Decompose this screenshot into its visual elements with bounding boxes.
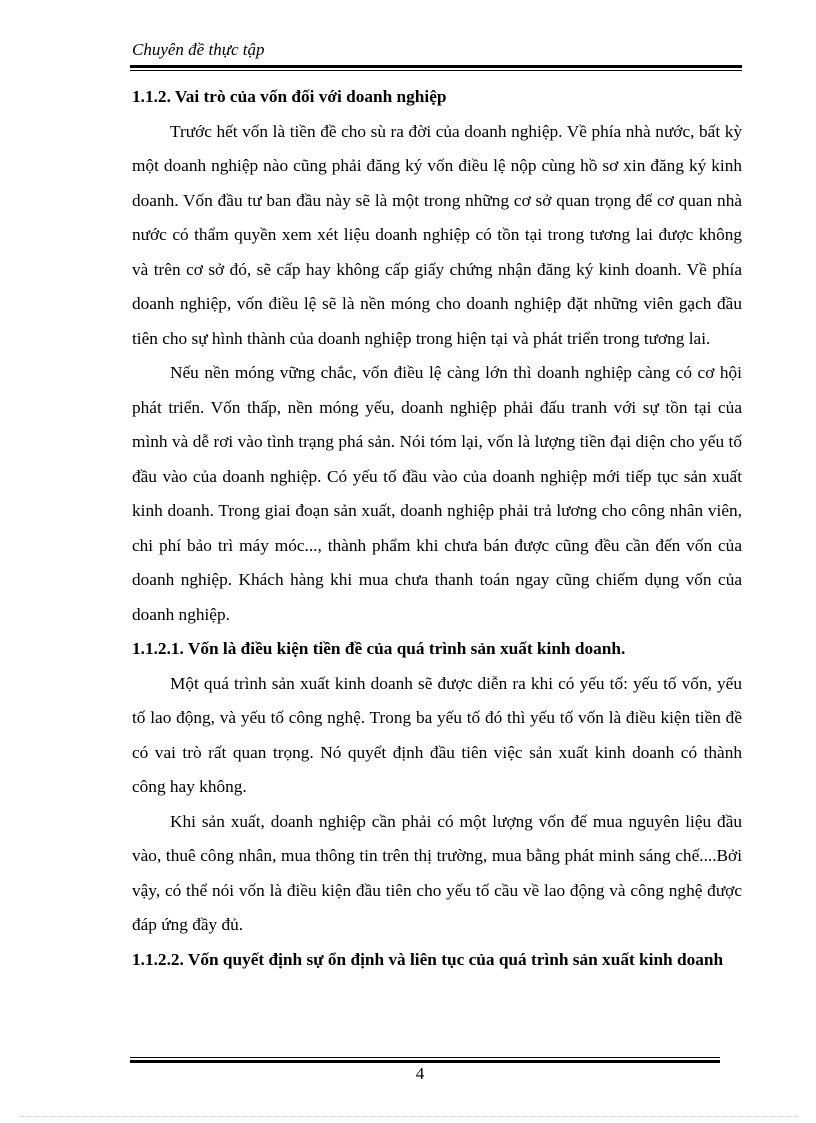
paragraph: Khi sản xuất, doanh nghiệp cần phải có một lượng vốn để mua nguyên liệu đầu vào, thuê công nhân, mua thông tin trên thị trường, mua bằng phát minh sáng chế....Bởi vậy, có thể nói vốn là điều kiện đầu tiên cho yếu tố cầu về lao động và công nghệ được đáp ứng đầy đủ. (132, 811, 742, 934)
paragraph: Trước hết vốn là tiền đề cho sù ra đời của doanh nghiệp. Về phía nhà nước, bất kỳ một doanh nghiệp nào cũng phải đăng ký vốn điều lệ nộp cùng hồ sơ xin đăng ký kinh doanh. Vốn đầu tư ban đầu này sẽ là một trong những cơ sở quan trọng để cơ quan nhà nước có thẩm quyền xem xét liệu doanh nghiệp có tồn tại trong tương lai được không và trên cơ sở đó, sẽ cấp hay không cấp giấy chứng nhận đăng ký kinh doanh. Về phía doanh nghiệp, vốn điều lệ sẽ là nền móng cho doanh nghiệp đặt những viên gạch đầu tiên cho sự hình thành của doanh nghiệp trong hiện tại và phát triển trong tương lai. (132, 121, 742, 348)
page-number: 4 (415, 1064, 425, 1083)
footer-rule-thin (130, 1057, 720, 1058)
section-heading-1-1-2-2: 1.1.2.2. Vốn quyết định sự ổn định và liên tục của quá trình sản xuất kinh doanh (132, 949, 724, 969)
header-rule-thin (130, 70, 742, 71)
document-body (132, 80, 742, 977)
header-title: Chuyên đề thực tập (132, 40, 265, 59)
section-heading-1-1-2-1: 1.1.2.1. Vốn là điều kiện tiền đề của quá trình sản xuất kinh doanh. (132, 639, 626, 658)
paragraph: Một quá trình sản xuất kinh doanh sẽ được diễn ra khi có yếu tố: yếu tố vốn, yếu tố lao động, và yếu tố công nghệ. Trong ba yếu tố đó thì yếu tố vốn là điều kiện tiền đề có vai trò rất quan trọng. Nó quyết định đầu tiên việc sản xuất kinh doanh có thành công hay không. (132, 673, 742, 796)
page-edge-divider (20, 1116, 796, 1117)
header-rule (130, 65, 742, 68)
section-heading-1-1-2: 1.1.2. Vai trò của vốn đối với doanh nghiệp (132, 87, 447, 106)
paragraph: Nếu nền móng vững chắc, vốn điều lệ càng lớn thì doanh nghiệp càng có cơ hội phát triển. Vốn thấp, nền móng yếu, doanh nghiệp phải đấu tranh với sự tồn tại của mình và dễ rơi vào tình trạng phá sản. Nói tóm lại, vốn là lượng tiền đại diện cho yếu tố đầu vào của doanh nghiệp. Có yếu tố đầu vào của doanh nghiệp mới tiếp tục sản xuất kinh doanh. Trong giai đoạn sản xuất, doanh nghiệp phải trả lương cho công nhân viên, chi phí bảo trì máy móc..., thành phẩm khi chưa bán được cũng đều cần đến vốn của doanh nghiệp. Khách hàng khi mua chưa thanh toán ngay cũng chiếm dụng vốn của doanh nghiệp. (132, 363, 742, 624)
footer-rule (130, 1060, 720, 1063)
